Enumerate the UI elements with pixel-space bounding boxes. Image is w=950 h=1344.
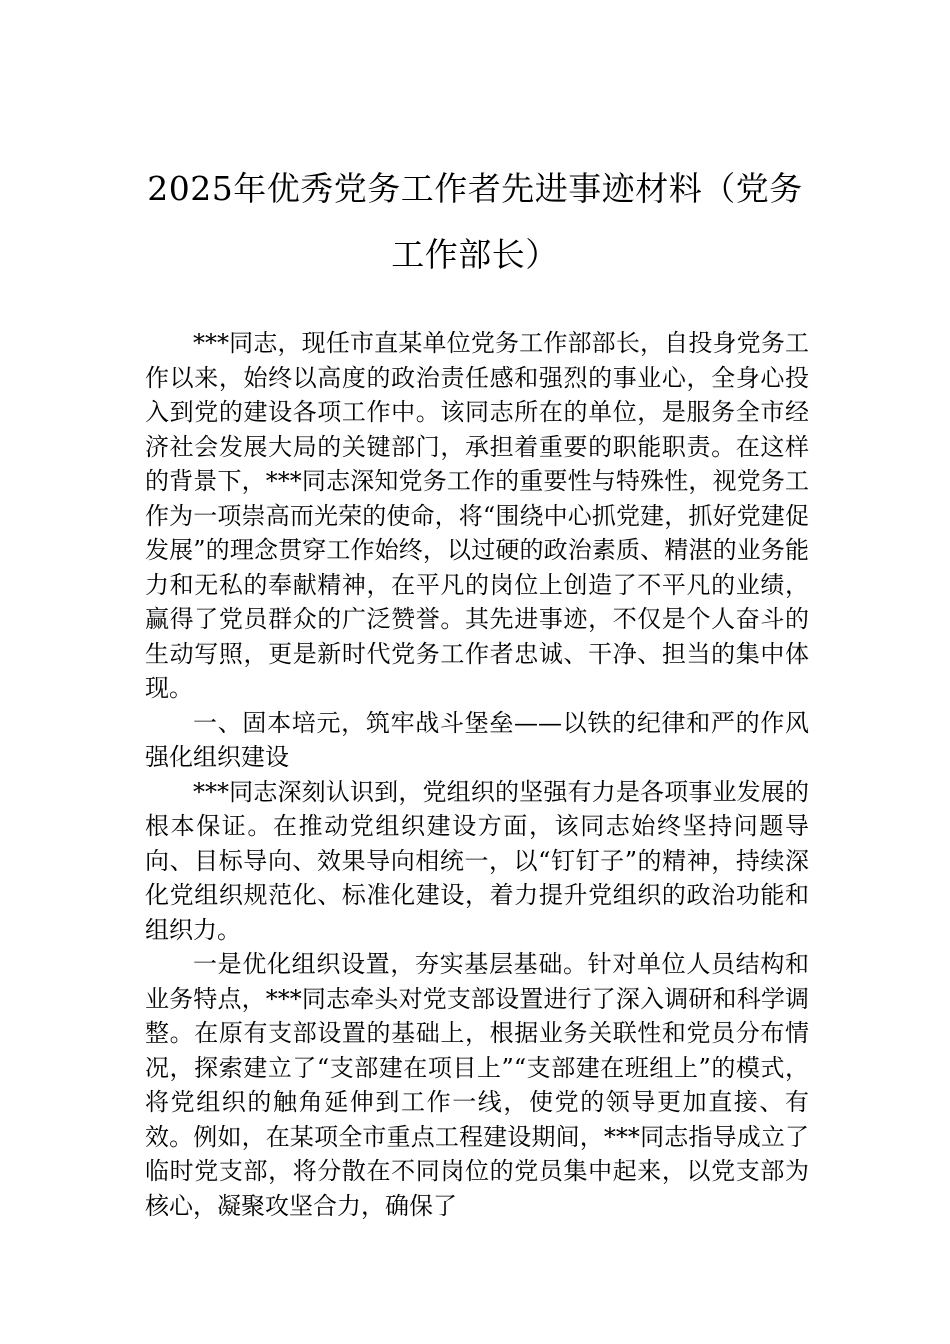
- paragraph-section-one-intro: ***同志深刻认识到，党组织的坚强有力是各项事业发展的根本保证。在推动党组织建设方面，该同志始终坚持问题导向、目标导向、效果导向相统一，以“钉钉子”的精神，持续深化党组织规范化、标准化建设，着力提升党组织的政治功能和组织力。: [145, 777, 809, 944]
- document-body: [145, 326, 809, 1223]
- document-title: 2025年优秀党务工作者先进事迹材料（党务工作部长）: [147, 169, 803, 274]
- section-heading-one: 一、固本培元，筑牢战斗堡垒——以铁的纪律和严的作风强化组织建设: [145, 708, 809, 771]
- paragraph-intro: ***同志，现任市直某单位党务工作部部长，自投身党务工作以来，始终以高度的政治责任感和强烈的事业心，全身心投入到党的建设各项工作中。该同志所在的单位，是服务全市经济社会发展大局的关键部门，承担着重要的职能职责。在这样的背景下，***同志深知党务工作的重要性与特殊性，视党务工作为一项崇高而光荣的使命，将“围绕中心抓党建，抓好党建促发展”的理念贯穿工作始终，以过硬的政治素质、精湛的业务能力和无私的奉献精神，在平凡的岗位上创造了不平凡的业绩，赢得了党员群众的广泛赞誉。其先进事迹，不仅是个人奋斗的生动写照，更是新时代党务工作者忠诚、干净、担当的集中体现。: [145, 329, 809, 702]
- paragraph-point-one: 一是优化组织设置，夯实基层基础。针对单位人员结构和业务特点，***同志牵头对党支部设置进行了深入调研和科学调整。在原有支部设置的基础上，根据业务关联性和党员分布情况，探索建立了“支部建在项目上”“支部建在班组上”的模式，将党组织的触角延伸到工作一线，使党的领导更加直接、有效。例如，在某项全市重点工程建设期间，***同志指导成立了临时党支部，将分散在不同岗位的党员集中起来，以党支部为核心，凝聚攻坚合力，确保了: [145, 950, 809, 1220]
